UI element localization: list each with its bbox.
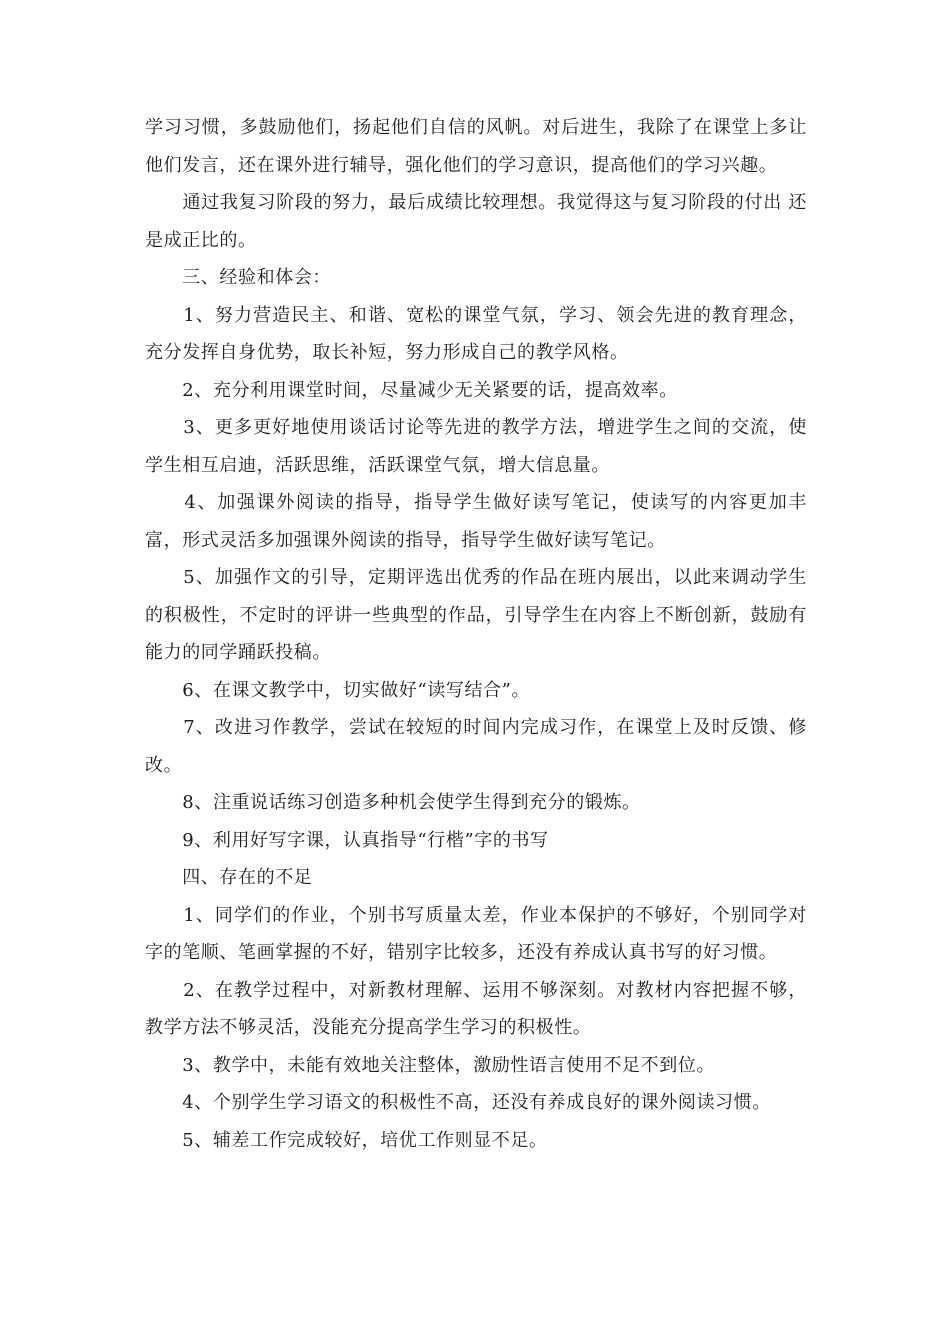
section-heading-experience: 三、经验和体会： (145, 267, 331, 288)
section-heading-shortcomings: 四、存在的不足 (145, 867, 313, 888)
experience-item-9: 9、利用好写字课，认真指导“行楷”字的书写 (145, 829, 549, 851)
experience-item-5: 5、加强作文的引导，定期评选出优秀的作品在班内展出，以此来调动学生的积极性，不定时的评讲一些典型的作品，引导学生在内容上不断创新，鼓励有能力的同学踊跃投稿。 (145, 567, 807, 663)
shortcoming-item-5: 5、辅差工作完成较好，培优工作则显不足。 (145, 1129, 548, 1151)
shortcoming-item-2: 2、在教学过程中，对新教材理解、运用不够深刻。对教材内容把握不够，教学方法不够灵活，没能充分提高学生学习的积极性。 (145, 979, 807, 1038)
experience-item-8: 8、注重说话练习创造多种机会使学生得到充分的锻炼。 (145, 792, 641, 813)
experience-item-7: 7、改进习作教学，尝试在较短的时间内完成习作，在课堂上及时反馈、修改。 (145, 717, 807, 776)
experience-item-6: 6、在课文教学中，切实做好“读写结合”。 (145, 679, 531, 701)
experience-item-4: 4、加强课外阅读的指导，指导学生做好读写笔记，使读写的内容更加丰富，形式灵活多加强课外阅读的指导，指导学生做好读写笔记。 (145, 492, 807, 551)
experience-item-1: 1、努力营造民主、和谐、宽松的课堂气氛，学习、领会先进的教育理念，充分发挥自身优势，取长补短，努力形成自己的教学风格。 (145, 304, 807, 363)
shortcoming-item-1: 1、同学们的作业，个别书写质量太差，作业本保护的不够好，个别同学对字的笔顺、笔画掌握的不好，错别字比较多，还没有养成认真书写的好习惯。 (145, 904, 807, 963)
experience-item-3: 3、更多更好地使用谈话讨论等先进的教学方法，增进学生之间的交流，使学生相互启迪，活跃思维，活跃课堂气氛，增大信息量。 (145, 417, 807, 476)
paragraph-continued-habits: 学习习惯，多鼓励他们，扬起他们自信的风帆。对后进生，我除了在课堂上多让他们发言，还在课外进行辅导，强化他们的学习意识，提高他们的学习兴趣。 (145, 117, 807, 176)
document-body (145, 109, 807, 1159)
shortcoming-item-4: 4、个别学生学习语文的积极性不高，还没有养成良好的课外阅读习惯。 (145, 1092, 771, 1113)
shortcoming-item-3: 3、教学中，未能有效地关注整体，激励性语言使用不足不到位。 (145, 1054, 716, 1076)
paragraph-review-results: 通过我复习阶段的努力，最后成绩比较理想。我觉得这与复习阶段的付出 还是成正比的。 (145, 192, 807, 251)
experience-item-2: 2、充分利用课堂时间，尽量减少无关紧要的话，提高效率。 (145, 379, 678, 401)
